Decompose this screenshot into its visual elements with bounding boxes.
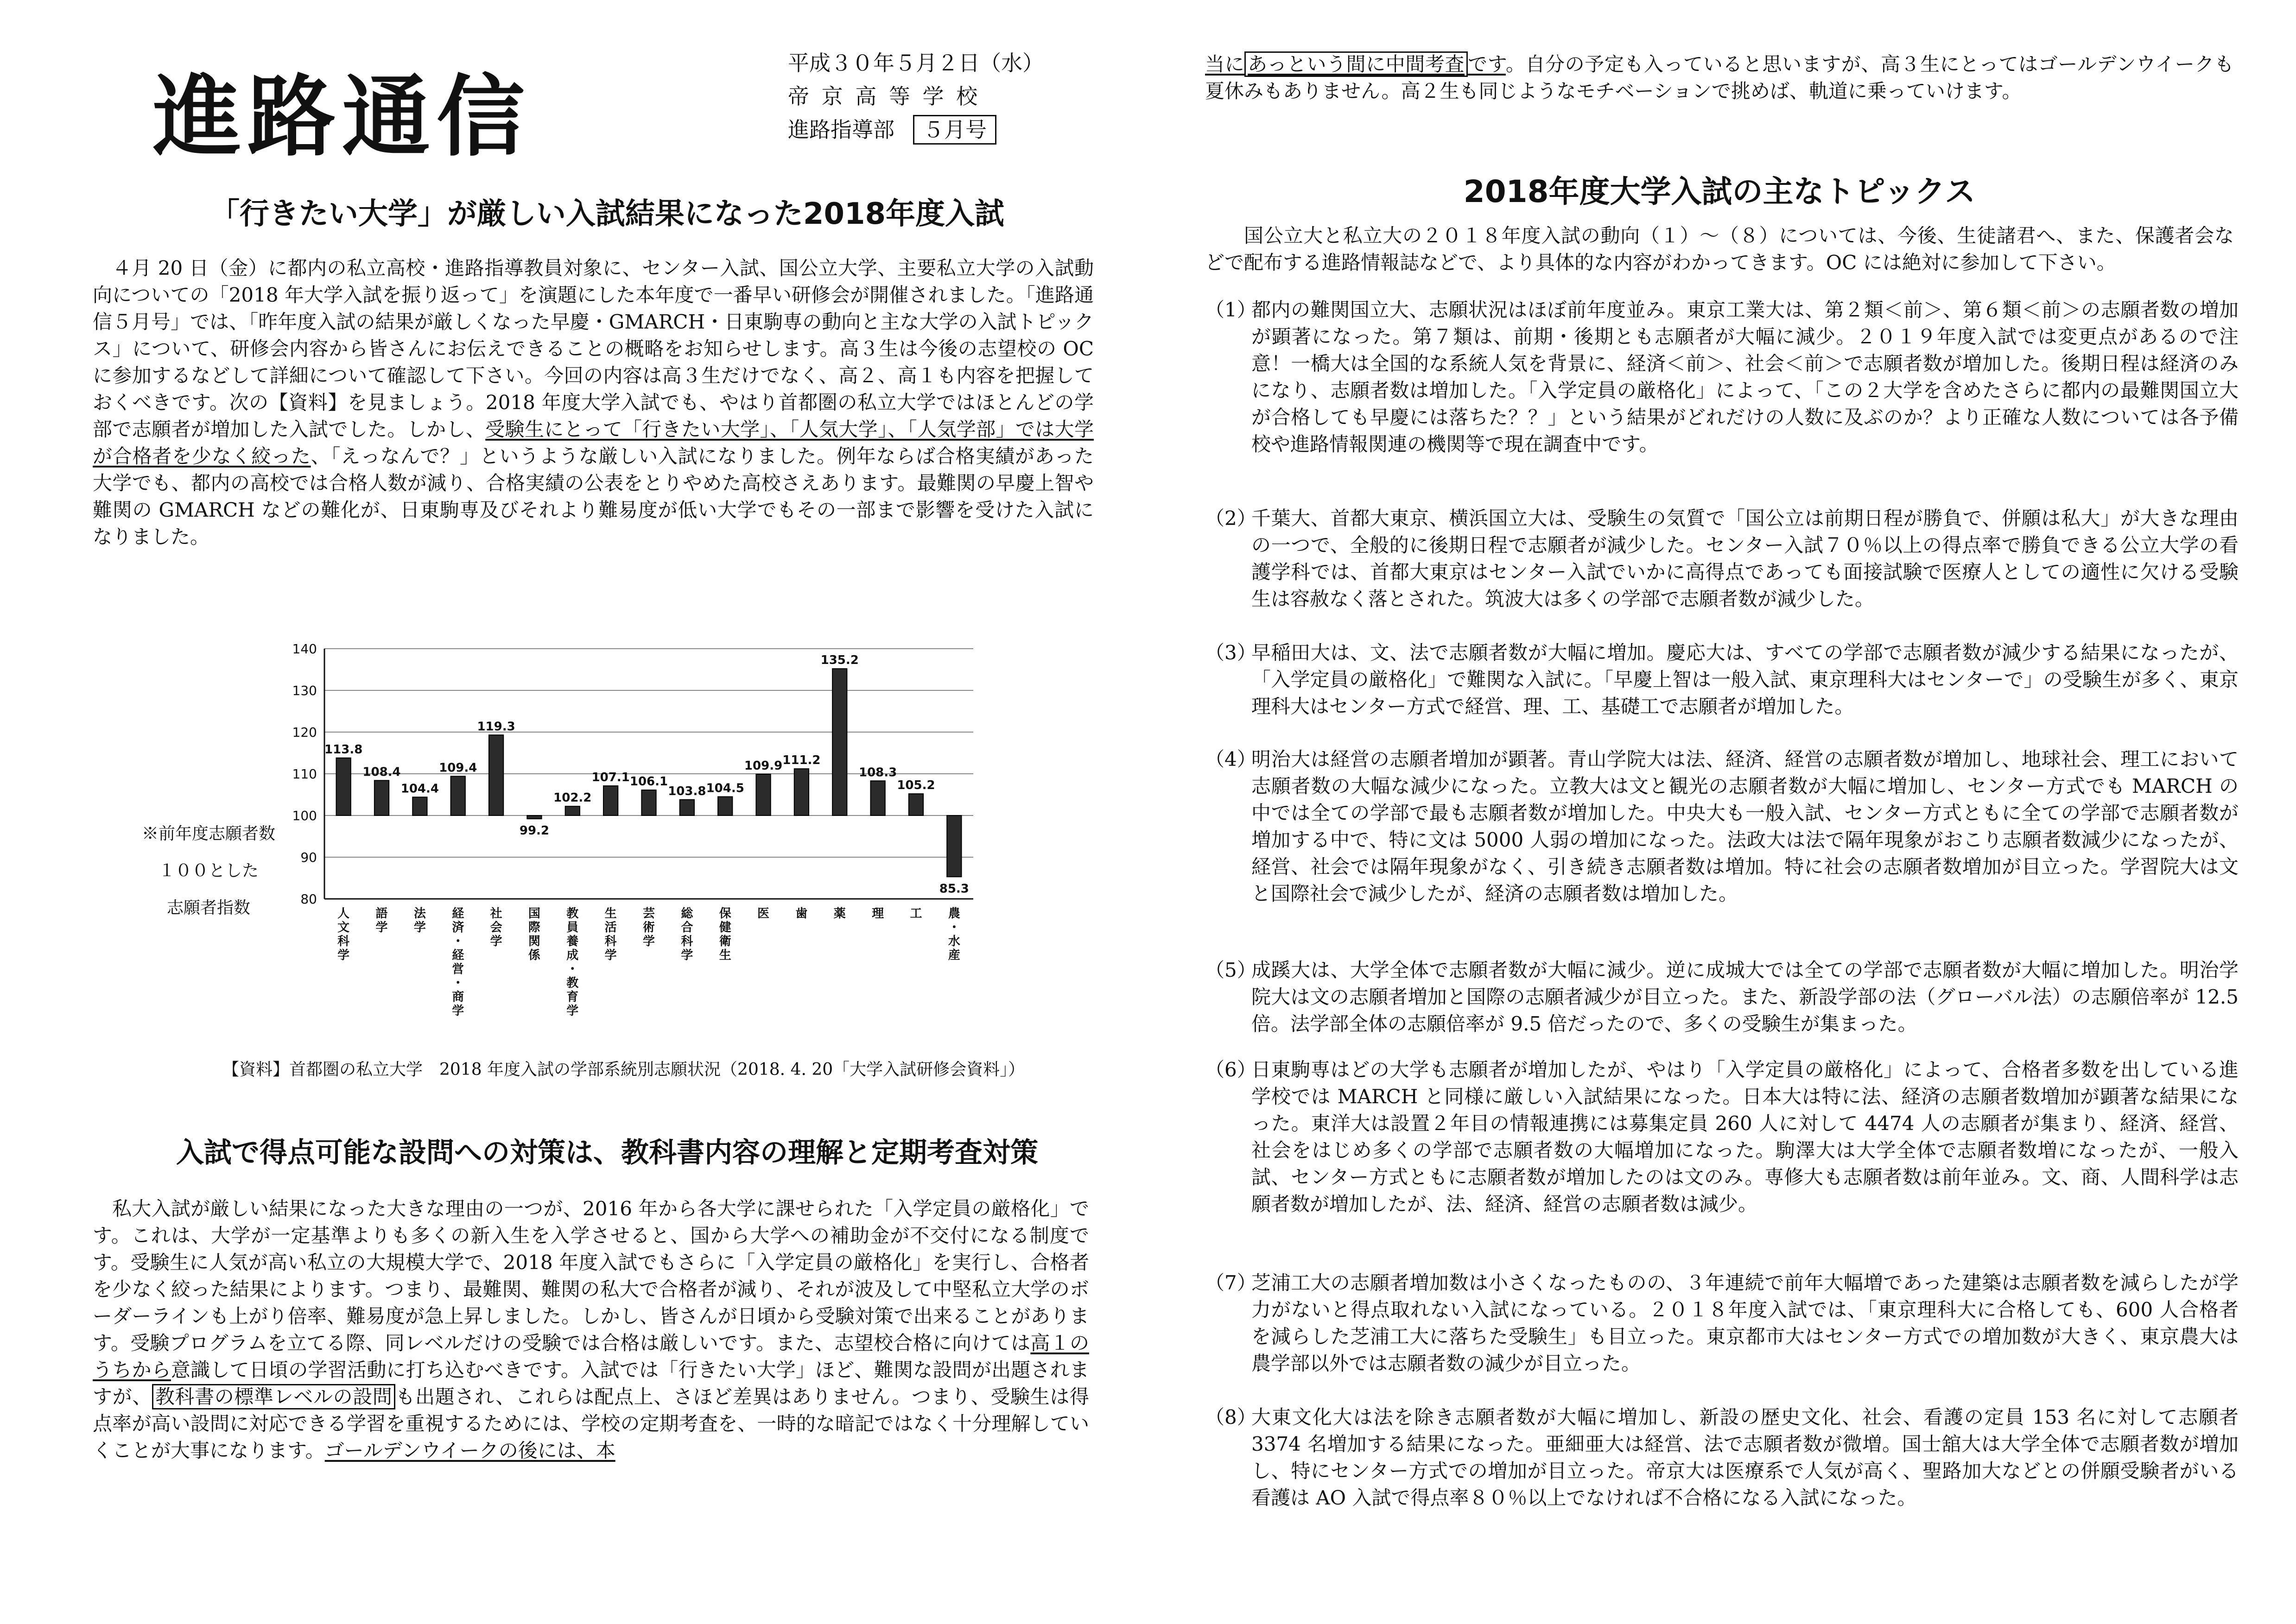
chart-category-label: 人文科学: [337, 907, 350, 962]
chart-bar: [565, 806, 580, 815]
chart-ytick-label: 140: [292, 641, 317, 657]
article2-body: 私大入試が厳しい結果になった大きな理由の一つが、2016 年から各大学に課せられた「入学定員の厳格化」です。これは、大学が一定基準よりも多くの新入生を入学させると、国から大学への補助金が不交付になる制度です。受験生に人気が高い私立の大規模大学で、2018 年度入試でもさらに「入学定員の厳格化」を実行し、合格者を少なく絞った結果によります。つまり、最難関、難関の私大で合格者が減り、それが波及して中堅私立大学のボーダーラインも上がり倍率、難易度が急上昇しました。しかし、皆さんが日頃から受験対策で出来ることがあります。受験プログラムを立てる際、同レベルだけの受験では合格は厳しいです。また、志望校合格に向けては高１のうちから意識して日頃の学習活動に打ち込むべきです。入試では「行きたい大学」ほど、難関な設問が出題されますが、 教科書の標準レベルの設問 も出題され、これらは配点上、さほど差異はありません。つまり、受験生は得点率が高い設問に対応できる学習を重視するためには、学校の定期考査を、一時的な暗記ではなく十分理解していくことが大事になります。ゴールデンウイークの後には、本: [93, 1197, 1089, 1462]
chart-value-label: 111.2: [782, 753, 821, 768]
article2-underline-1: 高１のうちから: [93, 1332, 1089, 1381]
chart-note-line: 志願者指数: [166, 898, 250, 917]
chart-category-label: 工: [910, 907, 922, 921]
chart-bar: [870, 781, 885, 815]
article1-body: ４月 20 日（金）に都内の私立高校・進路指導教員対象に、センター入試、国公立大学、主要私立大学の入試動向についての「2018 年大学入試を振り返って」を演題にした本年度で一番早い研修会が開催されました。「進路通信５月号」では、「昨年度入試の結果が厳しくなった早慶・GMARCH・日東駒専の動向と主な大学の入試トピックス」について、研修会内容から皆さんにお伝えできることの概略をお知らせします。高３生は今後の志望校の OC に参加するなどして詳細について確認して下さい。今回の内容は高３生だけでなく、高２、高１も内容を把握しておくべきです。次の【資料】を見ましょう。2018 年度大学入試でも、やはり首都圏の私立大学ではほとんどの学部で志願者が増加した入試でした。しかし、受験生にとって「行きたい大学」、「人気大学」、「人気学部」では大学が合格者を少なく絞った、「えっなんで？」というような厳しい入試になりました。例年ならば合格実績があった大学でも、都内の高校では合格人数が減り、合格実績の公表をとりやめた高校さえあります。最難関の早慶上智や難関の GMARCH などの難化が、日東駒専及びそれより難易度が低い大学でもその一部まで影響を受けた入試になりました。: [93, 257, 1094, 548]
chart-category-label: 理: [872, 907, 884, 921]
chart-bar: [412, 797, 427, 815]
chart-bar: [451, 776, 465, 815]
topic-item-6: （6） 日東駒専はどの大学も志願者が増加したが、やはり「入学定員の厳格化」によって、合格者多数を出している進学校では MARCH と同様に厳しい入試結果になった。日本大は特に法、経済の志願者数増加が顕著な結果になった。東洋大は設置２年目の情報連携には募集定員 260 人に対して 4474 人の志願者が集まり、経済、経営、社会をはじめ多くの学部で志願者数の大幅増加になった。駒澤大は大学全体で志願者数増になったが、一般入試、センター方式ともに志願者数が増加したのは文のみ。専修大も志願者数は前年並み。文、商、人間科学は志願者数が増加したが、法、経済、経営の志願者数は減少。: [1205, 1058, 2239, 1215]
chart-bar: [947, 815, 961, 877]
chart-bar: [336, 758, 351, 815]
chart-value-label: 85.3: [939, 882, 969, 896]
chart-note: [116, 815, 301, 927]
issue-label: ５月号: [913, 115, 996, 145]
issue-date: 平成３０年５月２日（水）: [788, 51, 1044, 76]
chart-note-line: ※前年度志願者数: [141, 824, 275, 843]
chart-bar: [794, 769, 809, 815]
chart-ytick-label: 130: [292, 683, 317, 698]
topic-item-2: （2） 千葉大、首都大東京、横浜国立大は、受験生の気質で「国公立は前期日程が勝負で、併願は私大」が大きな理由の一つで、全般的に後期日程で志願者が減少した。センター入試７０％以上の得点率で勝負できる公立大学の看護学科では、首都大東京はセンター入試でいかに高得点であっても面接試験で医療人としての適性に欠ける受験生は容赦なく落とされた。筑波大は多くの学部で志願者数が減少した。: [1205, 507, 2239, 610]
chart-category-label: 国際関係: [528, 907, 540, 962]
chart-value-label: 108.3: [858, 765, 897, 780]
chart-bar: [756, 774, 770, 815]
chart-bar: [374, 780, 389, 815]
article2-heading: 入試で得点可能な設問への対策は、教科書内容の理解と定期考査対策: [176, 1137, 1038, 1169]
chart-value-label: 109.9: [744, 758, 783, 773]
chart-category-label: 薬: [833, 907, 846, 921]
article1-heading: 「行きたい大学」が厳しい入試結果になった2018年度入試: [209, 197, 1005, 231]
chart-caption: 【資料】首都圏の私立大学 2018 年度入試の学部系統別志願状況（2018. 4. 20「大学入試研修会資料」）: [222, 1060, 1025, 1079]
chart-value-label: 135.2: [820, 653, 859, 668]
chart-category-label: 医: [757, 907, 770, 921]
article3-heading: 2018年度大学入試の主なトピックス: [1463, 174, 1976, 209]
topic-item-3: （3） 早稲田大は、文、法で志願者数が大幅に増加。慶応大は、すべての学部で志願者数が減少する結果になったが、「入学定員の厳格化」で難関な入試に。「早慶上智は一般入試、東京理科大はセンターで」の受験生が多く、東京理科大はセンター方式で経営、理、工、基礎工で志願者が増加した。: [1205, 641, 2239, 718]
chart-ytick-label: 120: [292, 725, 317, 740]
chart-value-label: 103.8: [668, 784, 706, 798]
chart-value-label: 104.4: [400, 782, 439, 796]
chart-category-label: 総合科学: [681, 907, 693, 962]
chart-ytick-label: 80: [300, 891, 317, 907]
chart-ytick-label: 100: [292, 808, 317, 823]
chart-category-label: 語学: [375, 907, 388, 935]
chart-bar: [909, 794, 923, 815]
newsletter-title: 進路通信: [153, 66, 532, 168]
chart-value-label: 119.3: [477, 720, 515, 734]
topic-item-5: （5） 成蹊大は、大学全体で志願者数が大幅に減少。逆に成城大では全ての学部で志願者数が大幅に増加した。明治学院大は文の志願者増加と国際の志願者減少が目立った。また、新設学部の法（グローバル法）の志願倍率が 12.5 倍。法学部全体の志願倍率が 9.5 倍だったので、多くの受験生が集まった。: [1205, 959, 2239, 1035]
masthead-meta: [788, 46, 1044, 146]
chart-bar: [489, 735, 503, 815]
article2-boxed-phrase: 教科書の標準レベルの設問: [152, 1384, 396, 1409]
chart-value-label: 108.4: [362, 765, 401, 779]
topic-item-7: （7） 芝浦工大の志願者増加数は小さくなったものの、３年連続で前年大幅増であった建築は志願者数を減らしたが学力がないと得点取れない入試になっている。２０１８年度入試では、「東京理科大に合格しても、600 人合格者を減らした芝浦工大に落ちた受験生」も目立った。東京都市大はセンター方式での増加数が大きく、東京農大は農学部以外では志願者数の減少が目立った。: [1205, 1271, 2239, 1375]
chart-value-label: 105.2: [897, 778, 935, 793]
chart-category-label: 経済・経営・商学: [452, 907, 464, 1018]
chart-value-label: 113.8: [324, 742, 363, 757]
department: 進路指導部: [788, 117, 894, 142]
chart-category-label: 歯: [795, 907, 808, 921]
chart-bar: [641, 790, 656, 815]
continuation-boxed: あっという間に中間考査: [1244, 51, 1468, 77]
chart-bar: [718, 797, 732, 816]
chart-category-label: 教員養成・教育学: [566, 907, 579, 1018]
chart-value-label: 109.4: [439, 761, 477, 775]
school-name: 帝 京 高 等 学 校: [788, 84, 981, 109]
topic-item-1: （1） 都内の難関国立大、志願状況はほぼ前年度並み。東京工業大は、第２類＜前＞、第６類＜前＞の志願者数の増加が顕著になった。第７類は、前期・後期とも志願者が大幅に減少。２０１９年度入試では変更点があるので注意！一橋大は全国的な系統人気を背景に、経済＜前＞、社会＜前＞で志願者数が増加した。後期日程は経済のみになり、志願者数は増加した。「入学定員の厳格化」によって、「この２大学を含めたさらに都内の最難関国立大が合格しても早慶には落ちた？？」という結果がどれだけの人数に及ぶのか？より正確な人数については各予備校や進路情報関連の機関等で現在調査中です。: [1205, 298, 2239, 455]
chart-category-label: 保健衛生: [719, 907, 731, 962]
chart-value-label: 106.1: [629, 775, 668, 789]
chart-bar: [680, 800, 694, 815]
chart-value-label: 99.2: [519, 824, 550, 838]
chart-bar: [527, 815, 541, 819]
topic-item-4: （4） 明治大は経営の志願者増加が顕著。青山学院大は法、経済、経営の志願者数が増加し、地球社会、理工において志願者数の大幅な減少になった。立教大は文と観光の志願者数が大幅に増加し、センター方式でも MARCH の中では全ての学部で最も志願者数が増加した。中央大も一般入試、センター方式ともに全ての学部で志願者数が増加する中で、特に文は 5000 人弱の増加になった。法政大は法で隔年現象がおこり志願者数減少になったが、経営、社会では隔年現象がなく、引き続き志願者数は増加。特に社会の志願者数増加が目立った。学習院大は文と国際社会で減少したが、経済の志願者数は増加した。: [1205, 748, 2239, 905]
chart-ytick-label: 110: [292, 766, 317, 782]
chart-value-label: 102.2: [553, 791, 592, 805]
chart-bar: [603, 786, 618, 815]
chart-ytick-label: 90: [300, 850, 317, 865]
chart-category-label: 農・水産: [948, 907, 960, 962]
topic-item-8: （8） 大東文化大は法を除き志願者数が大幅に増加し、新設の歴史文化、社会、看護の定員 153 名に対して志願者 3374 名増加する結果になった。亜細亜大は経営、法で志願者数が微増。国士舘大は大学全体で志願者数が増加し、特にセンター方式での増加が目立った。帝京大は医療系で人気が高く、聖路加大などとの併願受験者がいる看護は AO 入試で得点率８０％以上でなければ不合格になる入試になった。: [1205, 1406, 2239, 1509]
chart-category-label: 法学: [413, 907, 426, 935]
article1-underline: 受験生にとって「行きたい大学」、「人気大学」、「人気学部」では大学が合格者を少なく絞った: [93, 418, 1094, 468]
chart-category-label: 芸術学: [642, 907, 655, 948]
article2-underline-2: ゴールデンウイークの後には、本: [324, 1439, 615, 1462]
chart-category-label: 生活科学: [604, 907, 617, 962]
chart-category-label: 社会学: [490, 907, 502, 948]
chart-value-label: 104.5: [706, 781, 744, 796]
article3-intro: 国公立大と私立大の２０１８年度入試の動向（１）～（８）については、今後、生徒諸君へ、また、保護者会などで配布する進路情報誌などで、より具体的な内容がわかってきます。OC には絶対に参加して下さい。: [1205, 224, 2234, 274]
chart-value-label: 107.1: [591, 771, 630, 785]
chart-bar: [832, 669, 847, 815]
continuation-text: 当に あっという間に中間考査 です。自分の予定も入っていると思いますが、高３生にとってはゴールデンウイークも夏休みもありません。高２生も同じようなモチベーションで挑めば、軌道に乗っていけます。: [1205, 51, 2234, 105]
chart-note-line: １００とした: [158, 861, 259, 880]
